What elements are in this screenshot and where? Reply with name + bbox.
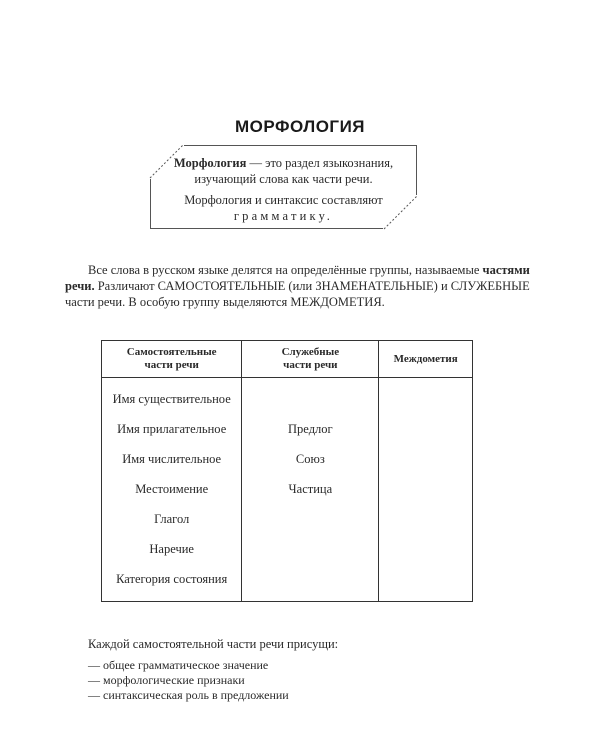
header-independent-line-1: Самостоятельные [126, 346, 217, 358]
header-auxiliary-line-1: Служебные [281, 346, 340, 358]
header-auxiliary-line-2: части речи [283, 359, 338, 371]
definition-box [150, 145, 417, 229]
list-item: Союз [295, 452, 325, 466]
header-independent [102, 341, 242, 378]
definition-line-3: Морфология и синтаксис составляют [184, 193, 383, 207]
list-item: Категория состояния [116, 572, 228, 586]
list-item: Глагол [154, 512, 190, 526]
definition-line-4: грамматику. [233, 209, 334, 223]
definition-line-1 [151, 156, 416, 171]
list-item: — морфологические признаки [88, 673, 245, 687]
definition-term: Морфология [173, 156, 247, 170]
parts-of-speech-table [101, 340, 473, 602]
header-auxiliary [242, 341, 379, 378]
list-item: Местоимение [135, 482, 209, 496]
header-independent-line-2: части речи [144, 359, 199, 371]
independent-column [102, 378, 242, 602]
list-item: Частица [288, 482, 333, 496]
list-item: Имя существительное [112, 392, 231, 406]
intro-part-2: Различают САМОСТОЯТЕЛЬНЫЕ (или ЗНАМЕНАТЕЛЬНЫЕ) и СЛУЖЕБНЫЕ части речи. В особую группу выделяются МЕЖДОМЕТИЯ. [65, 279, 530, 309]
list-item: — общее грамматическое значение [88, 658, 269, 672]
page-title: МОРФОЛОГИЯ [234, 117, 366, 136]
list-item: Имя прилагательное [117, 422, 227, 436]
list-item: — синтаксическая роль в предложении [88, 688, 289, 702]
list-item: Наречие [149, 542, 194, 556]
auxiliary-column [242, 378, 379, 602]
intro-bold-term: частями речи. [65, 263, 530, 293]
features-list [88, 658, 289, 703]
definition-line-2: изучающий слова как части речи. [194, 172, 373, 186]
list-item: Имя числительное [122, 452, 222, 466]
interjections-column [379, 378, 473, 602]
definition-line-1-rest: — это раздел языкознания, [246, 156, 394, 170]
intro-paragraph [65, 262, 535, 310]
list-item: Предлог [288, 422, 333, 436]
header-interjections: Междометия [379, 341, 473, 378]
intro-part-1: Все слова в русском языке делятся на определённые группы, называемые [88, 263, 483, 277]
closing-sentence: Каждой самостоятельной части речи присущи: [88, 637, 339, 651]
